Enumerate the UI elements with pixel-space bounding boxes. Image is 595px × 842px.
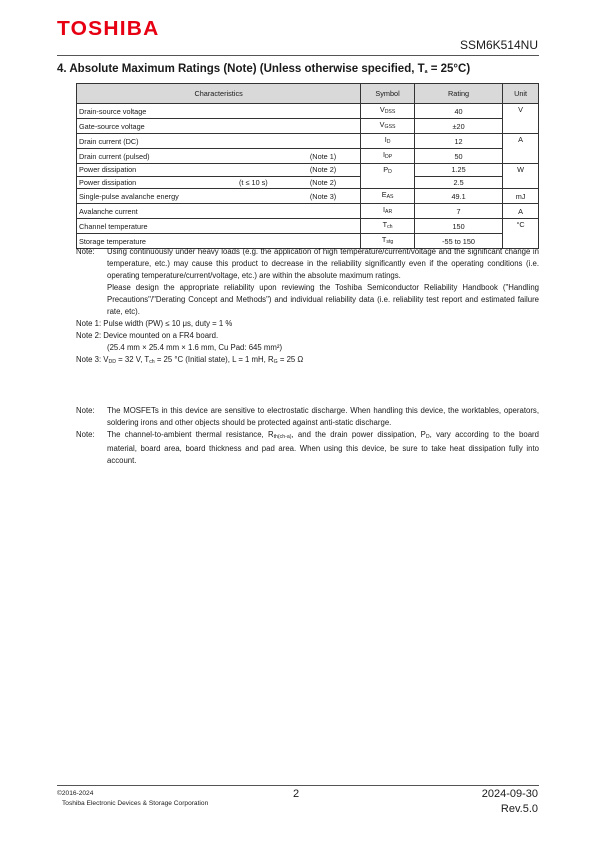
- ratings-notes: [76, 246, 539, 368]
- table-row: [77, 219, 539, 234]
- handling-notes: [76, 405, 539, 467]
- unit-cell: A: [503, 204, 539, 219]
- part-number: SSM6K514NU: [459, 38, 538, 52]
- char-cell: Drain-source voltage: [77, 104, 361, 119]
- char-cell: Drain current (DC): [77, 134, 361, 149]
- table-row: [77, 164, 539, 177]
- rating-cell: ±20: [414, 119, 502, 134]
- symbol-cell: $T_{ch}$: [361, 219, 415, 234]
- note-1: Note 1: Pulse width (PW) ≤ 10 μs, duty = 1 %: [76, 319, 233, 328]
- page-number: 2: [293, 788, 300, 800]
- char-cell: Storage temperature: [77, 234, 361, 249]
- rating-cell: -55 to 150: [414, 234, 502, 249]
- char-cell: Avalanche current: [77, 204, 361, 219]
- table-row: [77, 176, 539, 189]
- section-title: [57, 63, 470, 75]
- toshiba-logo: TOSHIBA: [57, 18, 160, 40]
- header-rating: Rating: [414, 84, 502, 104]
- table-row: [77, 149, 539, 164]
- rating-cell: 150: [414, 219, 502, 234]
- rating-cell: 7: [414, 204, 502, 219]
- rating-cell: 40: [414, 104, 502, 119]
- note-3: Note 3: $V_{DD} = 32$ V, $T_{ch} = 25$ °C (Initial state), L = 1 mH, $R_G = 25$ Ω: [76, 355, 304, 365]
- note-esd-text: The MOSFETs in this device are sensitive to electrostatic discharge. When handling this device, the worktables, operators, soldering irons and other objects should be protected against anti-static discharge.: [107, 406, 539, 427]
- char-cell: Single-pulse avalanche energy (Note 3): [77, 189, 361, 204]
- table-row: [77, 189, 539, 204]
- header-unit: Unit: [503, 84, 539, 104]
- char-cell: Power dissipation (t ≤ 10 s) (Note 2): [77, 176, 361, 189]
- symbol-cell: $E_{AS}$: [361, 189, 415, 204]
- unit-cell: V: [503, 104, 539, 134]
- rating-cell: 1.25: [414, 164, 502, 177]
- table-row: [77, 104, 539, 119]
- note-thermal-text: The channel-to-ambient thermal resistance, $R_{th(ch-a)}$, and the drain power dissipation, $P_D$, vary according to the board material, board area, board thickness and pad area. When using this device, be sure to take heat dissipation fully into account.: [107, 430, 539, 465]
- symbol-cell: $V_{GSS}$: [361, 119, 415, 134]
- unit-cell: W: [503, 164, 539, 189]
- char-cell: Drain current (pulsed) (Note 1): [77, 149, 361, 164]
- char-cell: Gate-source voltage: [77, 119, 361, 134]
- footer-copyright: [57, 789, 208, 808]
- note-paragraph-1: Using continuously under heavy loads (e.g. the application of high temperature/current/voltage and the significant change in temperature, etc.) may cause this product to decrease in the reliability significantly even if the operating conditions (i.e. operating temperature/current/voltage, etc.) are within the absolute maximum ratings.: [107, 247, 539, 280]
- symbol-cell: $I_{AR}$: [361, 204, 415, 219]
- header-symbol: Symbol: [361, 84, 415, 104]
- issue-date: 2024-09-30: [481, 788, 538, 800]
- note-label: Note:: [76, 406, 95, 415]
- table-row: [77, 119, 539, 134]
- rating-cell: 50: [414, 149, 502, 164]
- note-paragraph-2: Please design the appropriate reliability upon reviewing the Toshiba Semiconductor Reliability Handbook ("Handling Precautions"/"Derating Concept and Methods") and individual reliability data (i.e. reliability test report and estimated failure rate, etc).: [107, 283, 539, 316]
- note-2-line-2: (25.4 mm × 25.4 mm × 1.6 mm, Cu Pad: 645 mm²): [107, 343, 283, 352]
- rating-cell: 2.5: [414, 176, 502, 189]
- section-title-tail: = 25°C): [427, 63, 471, 75]
- copyright-year: ©2016-2024: [57, 790, 94, 797]
- note-main: [76, 246, 539, 318]
- rating-cell: 49.1: [414, 189, 502, 204]
- unit-cell: A: [503, 134, 539, 164]
- symbol-cell: $I_{DP}$: [361, 149, 415, 164]
- note-label: Note:: [76, 247, 95, 256]
- symbol-cell: $T_{stg}$: [361, 234, 415, 249]
- note-thermal: [76, 429, 539, 467]
- section-title-text: 4. Absolute Maximum Ratings (Note) (Unless otherwise specified, T: [57, 63, 425, 75]
- note-esd: [76, 405, 539, 429]
- char-cell: Power dissipation (Note 2): [77, 164, 361, 177]
- symbol-cell: $I_D$: [361, 134, 415, 149]
- note-2-line-1: Note 2: Device mounted on a FR4 board.: [76, 331, 219, 340]
- rating-cell: 12: [414, 134, 502, 149]
- footer-date-rev: [482, 787, 538, 817]
- table-header-row: [77, 84, 539, 104]
- footer-divider: [57, 785, 539, 786]
- table-row: [77, 204, 539, 219]
- unit-cell: mJ: [503, 189, 539, 204]
- char-cell: Channel temperature: [77, 219, 361, 234]
- note-label: Note:: [76, 430, 95, 439]
- header-characteristics: Characteristics: [77, 84, 361, 104]
- symbol-cell: $V_{DSS}$: [361, 104, 415, 119]
- section-title-sub: a: [424, 69, 428, 75]
- absolute-max-ratings-table: [76, 83, 539, 249]
- unit-cell: °C: [503, 219, 539, 249]
- symbol-cell: $P_D$: [361, 164, 415, 189]
- company-name: Toshiba Electronic Devices & Storage Corporation: [62, 799, 209, 807]
- table-row: [77, 134, 539, 149]
- header-divider: [57, 55, 539, 56]
- revision: Rev.5.0: [500, 803, 538, 815]
